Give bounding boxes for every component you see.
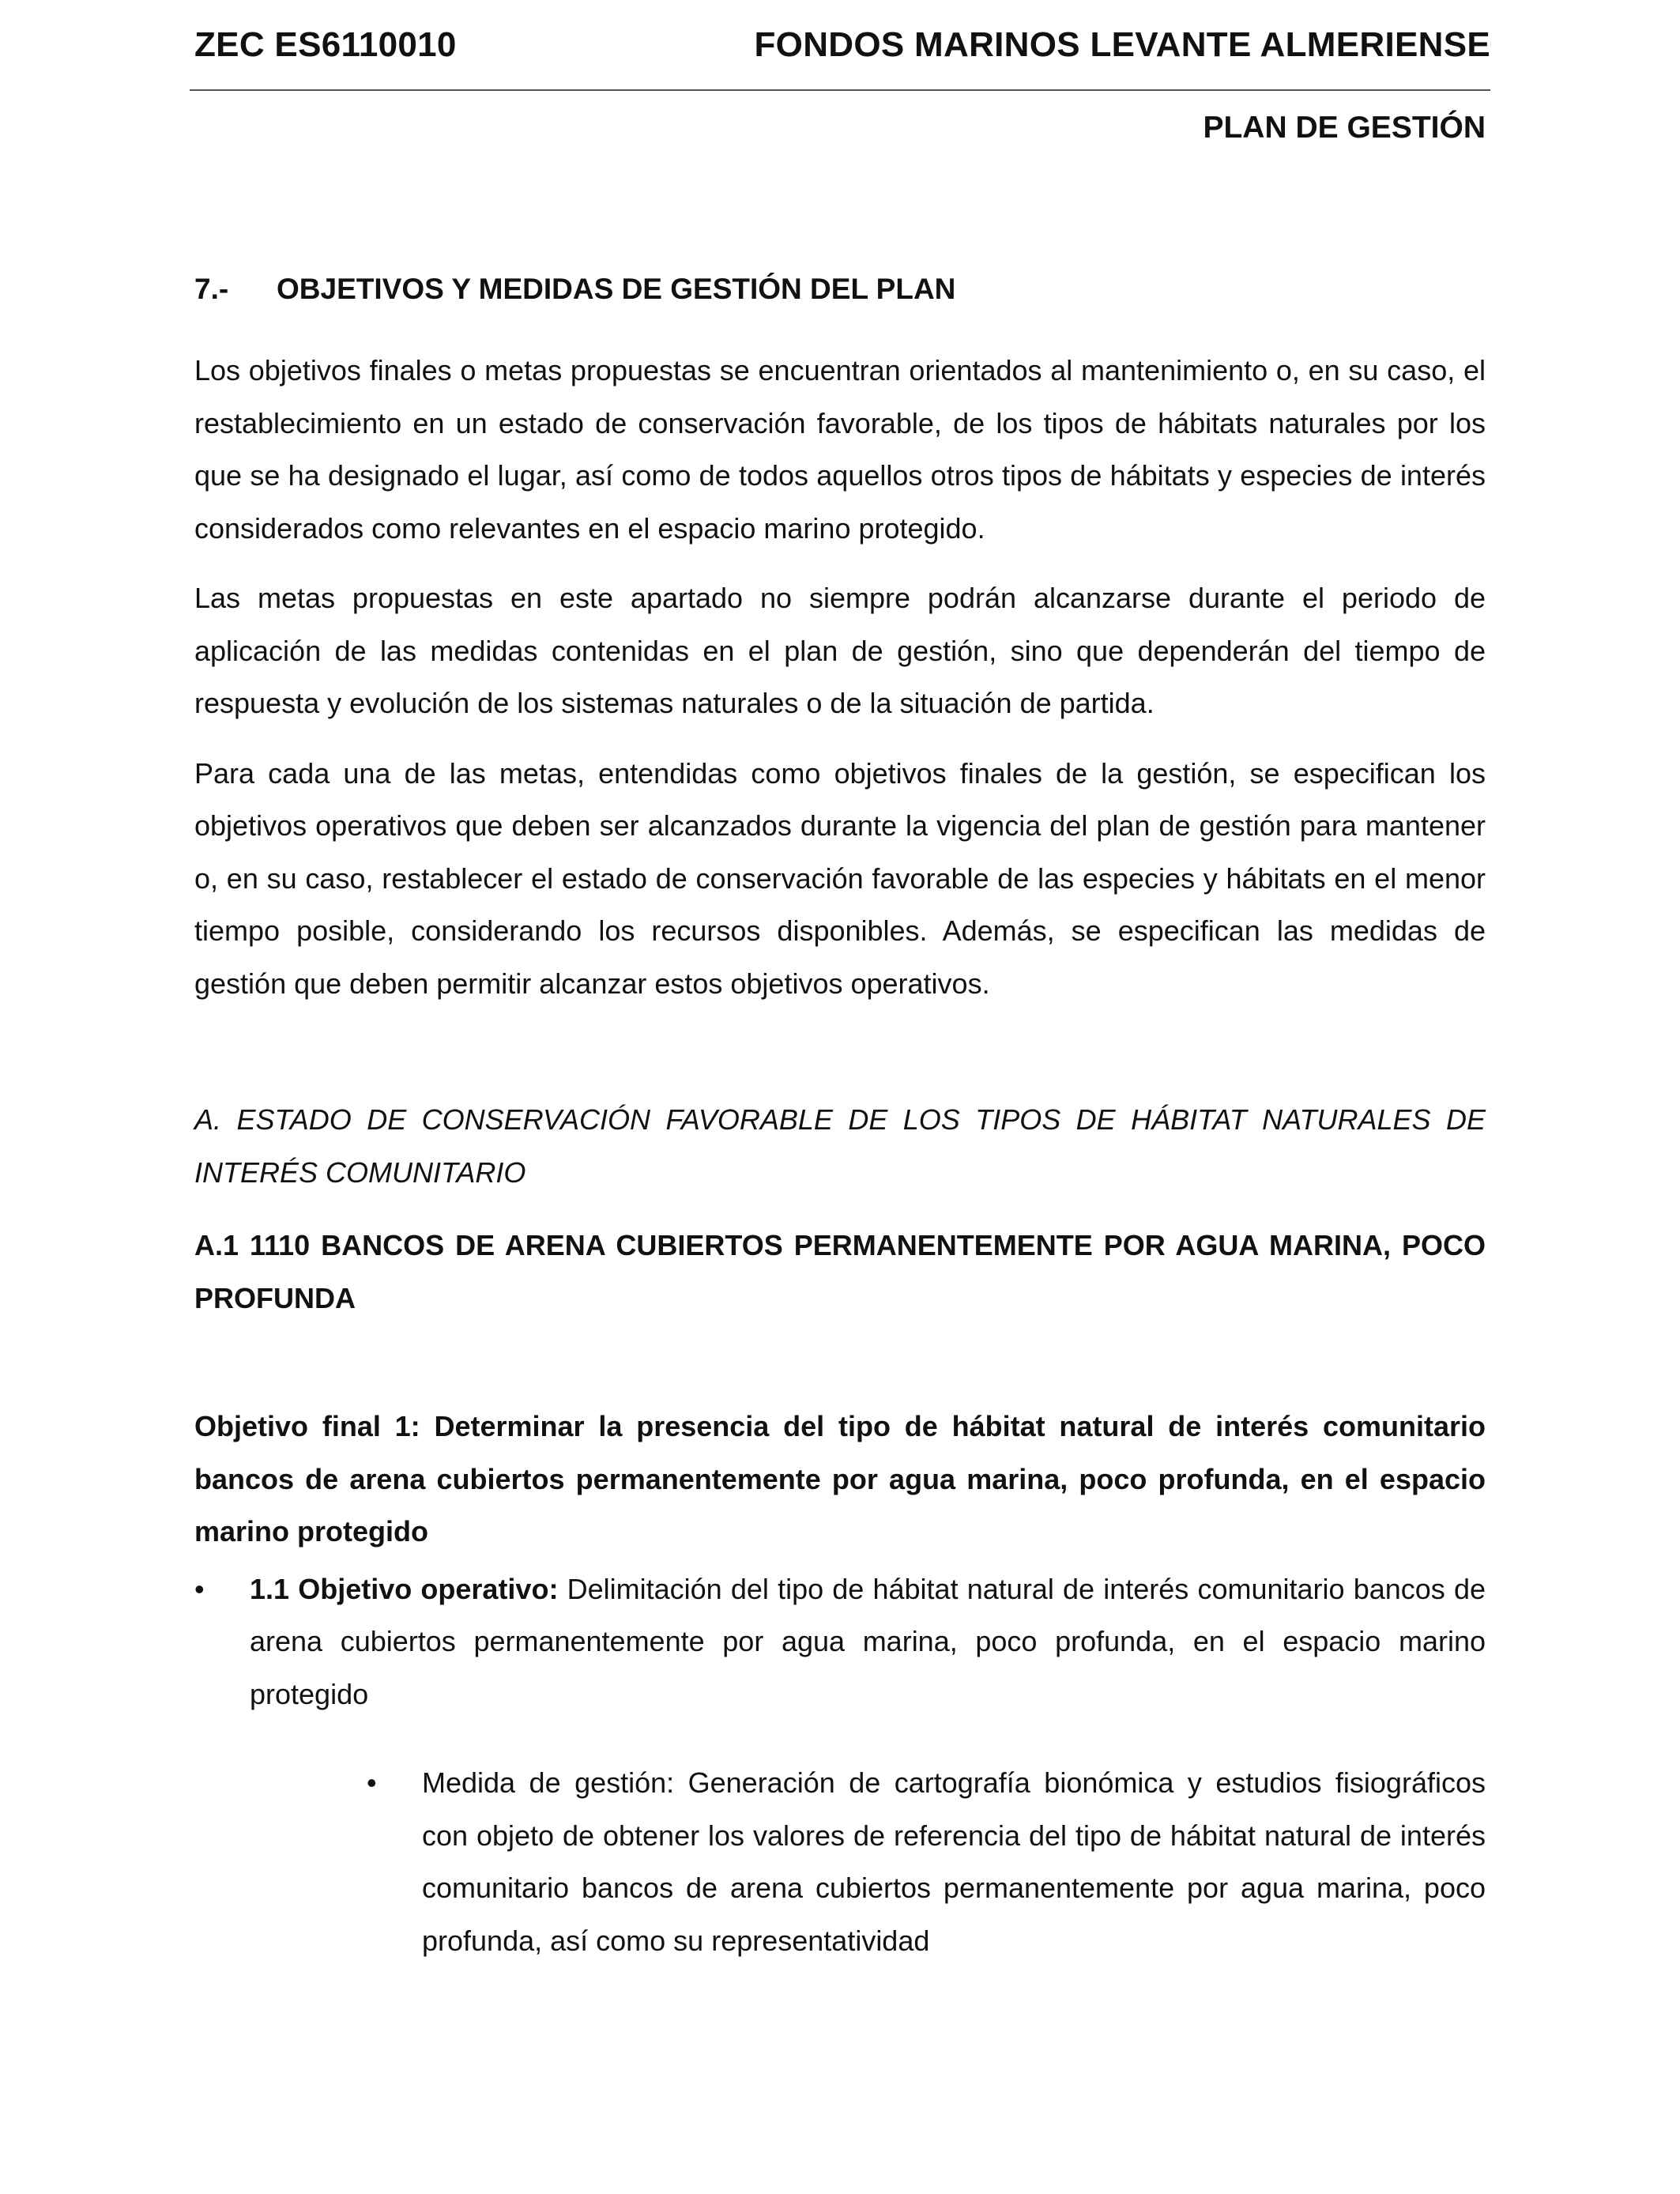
management-measure-text: Medida de gestión: Generación de cartografía bionómica y estudios fisiográficos con objeto de obtener los valores de referencia del tipo de hábitat natural de interés comunitario bancos de arena cubiertos permanentemente por agua marina, poco profunda, así como su representatividad — [422, 1766, 1486, 1957]
bullet-icon: • — [367, 1766, 377, 1799]
operational-objective-item — [194, 1563, 1486, 1721]
subsection-a-title: A. ESTADO DE CONSERVACIÓN FAVORABLE DE LOS TIPOS DE HÁBITAT NATURALES DE INTERÉS COMUNITARIO — [194, 1103, 1486, 1189]
paragraph: Los objetivos finales o metas propuestas se encuentran orientados al mantenimiento o, en su caso, el restablecimiento en un estado de conservación favorable, de los tipos de hábitats naturales por los que se ha designado el lugar, así como de todos aquellos otros tipos de hábitats y especies de interés considerados como relevantes en el espacio marino protegido. — [194, 354, 1486, 545]
section-heading — [194, 269, 1486, 310]
management-measure-item — [367, 1757, 1486, 1967]
document-body — [194, 269, 1486, 1967]
site-code: ZEC ES6110010 — [194, 25, 457, 64]
section-number: 7.- — [194, 273, 229, 305]
plan-label: PLAN DE GESTIÓN — [1203, 111, 1486, 145]
bullet-icon: • — [194, 1572, 205, 1605]
running-header — [194, 24, 1490, 65]
operational-objective-text: Delimitación del tipo de hábitat natural de interés comunitario bancos de arena cubiertos permanentemente por agua marina, poco profunda, en el espacio marino protegido — [250, 1572, 1486, 1710]
site-name: FONDOS MARINOS LEVANTE ALMERIENSE — [754, 25, 1490, 64]
subsection-a1-title: A.1 1110 BANCOS DE ARENA CUBIERTOS PERMANENTEMENTE POR AGUA MARINA, POCO PROFUNDA — [194, 1229, 1486, 1314]
paragraph: Para cada una de las metas, entendidas como objetivos finales de la gestión, se especifican los objetivos operativos que deben ser alcanzados durante la vigencia del plan de gestión para mantener o, en su caso, restablecer el estado de conservación favorable de las especies y hábitats en el menor tiempo posible, considerando los recursos disponibles. Además, se especifican las medidas de gestión que deben permitir alcanzar estos objetivos operativos. — [194, 756, 1486, 1000]
final-objective: Objetivo final 1: Determinar la presencia del tipo de hábitat natural de interés comunitario bancos de arena cubiertos permanentemente por agua marina, poco profunda, en el espacio marino protegido — [194, 1410, 1486, 1547]
header-divider — [190, 89, 1490, 91]
operational-objective-label: 1.1 Objetivo operativo: — [250, 1572, 559, 1605]
section-title: OBJETIVOS Y MEDIDAS DE GESTIÓN DEL PLAN — [277, 273, 956, 305]
paragraph: Las metas propuestas en este apartado no siempre podrán alcanzarse durante el periodo de aplicación de las medidas contenidas en el plan de gestión, sino que dependerán del tiempo de respuesta y evolución de los sistemas naturales o de la situación de partida. — [194, 582, 1486, 719]
